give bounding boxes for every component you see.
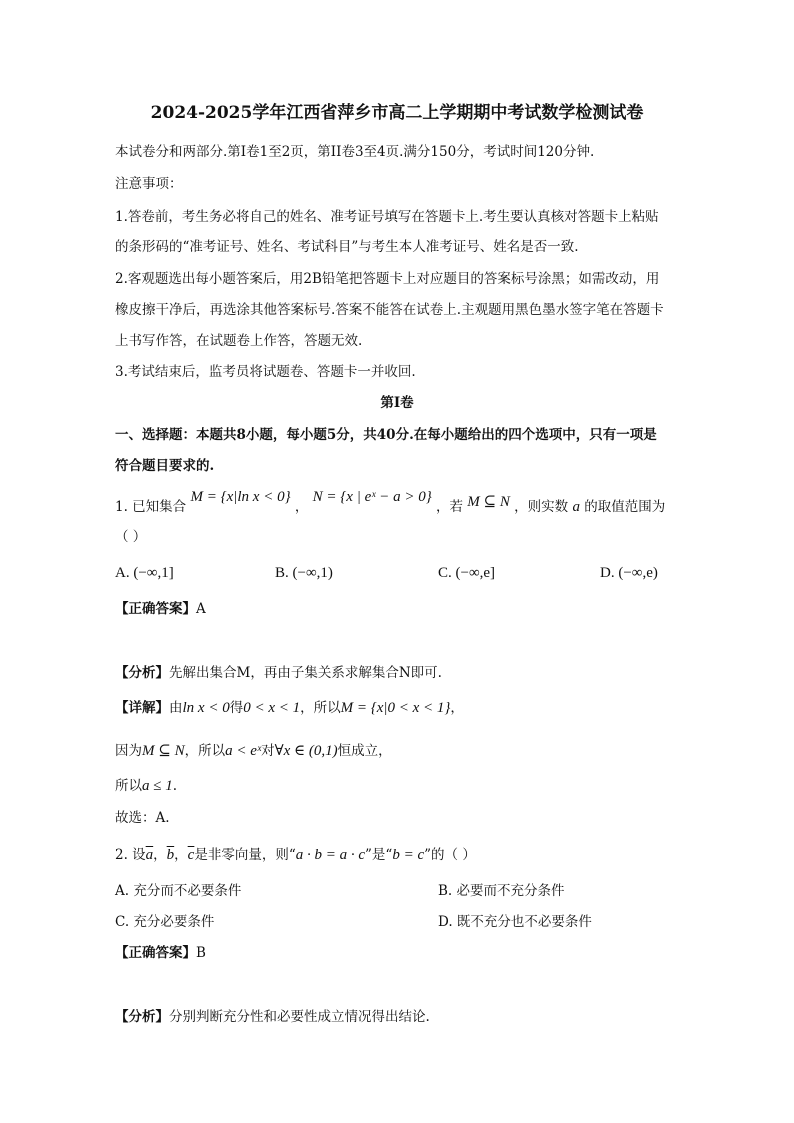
part-heading: 符合题目要求的. (115, 458, 215, 474)
vector-b: $\overline{b}$ (166, 847, 175, 863)
answer-label: 【正确答案】 (115, 601, 196, 617)
detail-line (115, 777, 177, 795)
set-m-formula: M = {x|ln x < 0} (190, 489, 291, 505)
analysis-text: 分别判断充分性和必要性成立情况得出结论. (169, 1009, 430, 1025)
subset-condition: M ⊆ N (467, 494, 510, 510)
option-c: C. (−∞,e] (438, 565, 496, 581)
detail-text: 对 (261, 743, 275, 759)
detail-text: ， (450, 700, 464, 716)
vector-c: $\overline{c}$ (187, 847, 195, 863)
answer-label: 【正确答案】 (115, 945, 196, 961)
answer-line (115, 944, 206, 962)
detail-line (115, 742, 392, 760)
question-1-paren: （ ） (115, 529, 147, 545)
option-d: D. 既不充分也不必要条件 (438, 914, 592, 930)
part-heading: 一、选择题：本题共8小题，每小题5分，共40分.在每小题给出的四个选项中，只有一项是 (115, 427, 657, 443)
stem-text: ”是“ (365, 847, 393, 863)
stem-text: 的取值范围为 (584, 499, 666, 515)
option-a: A. (−∞,1] (115, 565, 174, 581)
notice-line: 1.答卷前，考生务必将自己的姓名、准考证号填写在答题卡上.考生要认真核对答题卡上粘贴 (115, 209, 659, 225)
detail-text: 所以 (115, 778, 142, 794)
stem-text: ， (294, 499, 309, 515)
detail-text: ，所以 (184, 743, 226, 759)
section-heading: 第I卷 (380, 395, 414, 411)
analysis-line (115, 664, 442, 682)
answer-line (115, 600, 206, 618)
answer-value: A (196, 601, 206, 617)
detail-text: 得 (229, 700, 244, 716)
detail-line (115, 699, 464, 717)
detail-text: ，所以 (300, 700, 341, 716)
stem-text: ， (174, 847, 188, 863)
option-b: B. (−∞,1) (275, 565, 333, 581)
detail-text: 由 (169, 700, 183, 716)
stem-text: ”的（ ） (424, 847, 476, 863)
stem-text: 是非零向量，则“ (194, 847, 296, 863)
notice-line: 橡皮擦干净后，再选涂其他答案标号.答案不能答在试卷上.主观题用黑色墨水签字笔在答题卡 (115, 302, 664, 318)
stem-text: ，若 (436, 499, 463, 515)
detail-label: 【详解】 (115, 700, 169, 716)
detail-text: . (172, 778, 178, 794)
dot-product-formula: a · b = a · c (295, 847, 366, 863)
option-a: A. 充分而不必要条件 (115, 883, 242, 899)
notice-heading: 注意事项： (115, 176, 183, 192)
set-n-formula: N = {x | eˣ − a > 0} (312, 489, 432, 505)
detail-formula: M = {x|0 < x < 1} (340, 700, 451, 716)
vector-a: $\overline{a}$ (145, 847, 154, 863)
choose-line: 故选：A. (115, 810, 170, 826)
detail-text: 因为 (115, 743, 142, 759)
detail-formula: ∀x ∈ (0,1) (274, 743, 338, 759)
notice-line: 上书写作答，在试题卷上作答，答题无效. (115, 333, 363, 349)
analysis-text: 先解出集合M，再由子集关系求解集合N即可. (169, 665, 442, 681)
detail-formula: ln x < 0 (182, 700, 230, 716)
answer-value: B (196, 945, 206, 961)
variable-a: a (572, 499, 580, 515)
detail-formula: a < eˣ (225, 743, 262, 759)
question-2-stem (115, 846, 476, 864)
detail-formula: M ⊆ N (142, 743, 185, 759)
detail-text: 恒成立， (337, 743, 392, 759)
notice-line: 2.客观题选出每小题答案后，用2B铅笔把答题卡上对应题目的答案标号涂黑；如需改动，用 (115, 271, 660, 287)
detail-formula: 0 < x < 1 (243, 700, 301, 716)
option-d: D. (−∞,e) (600, 565, 658, 581)
intro-text: 本试卷分和两部分.第I卷1至2页，第II卷3至4页.满分150分，考试时间120分钟. (115, 144, 595, 160)
analysis-label: 【分析】 (115, 665, 169, 681)
equality-formula: b = c (392, 847, 425, 863)
stem-text: 2. 设 (115, 847, 146, 863)
stem-text: ， (153, 847, 167, 863)
stem-text: 1. 已知集合 (115, 499, 187, 515)
question-1-stem (115, 489, 666, 516)
page-title: 2024-2025学年江西省萍乡市高二上学期期中考试数学检测试卷 (150, 103, 644, 123)
option-b: B. 必要而不充分条件 (438, 883, 565, 899)
analysis-label: 【分析】 (115, 1009, 169, 1025)
notice-line: 的条形码的“准考证号、姓名、考试科目”与考生本人准考证号、姓名是否一致. (115, 239, 579, 255)
option-c: C. 充分必要条件 (115, 914, 215, 930)
stem-text: ，则实数 (514, 499, 569, 515)
detail-formula: a ≤ 1 (142, 778, 173, 794)
notice-line: 3.考试结束后，监考员将试题卷、答题卡一并收回. (115, 364, 416, 380)
analysis-line (115, 1008, 430, 1026)
